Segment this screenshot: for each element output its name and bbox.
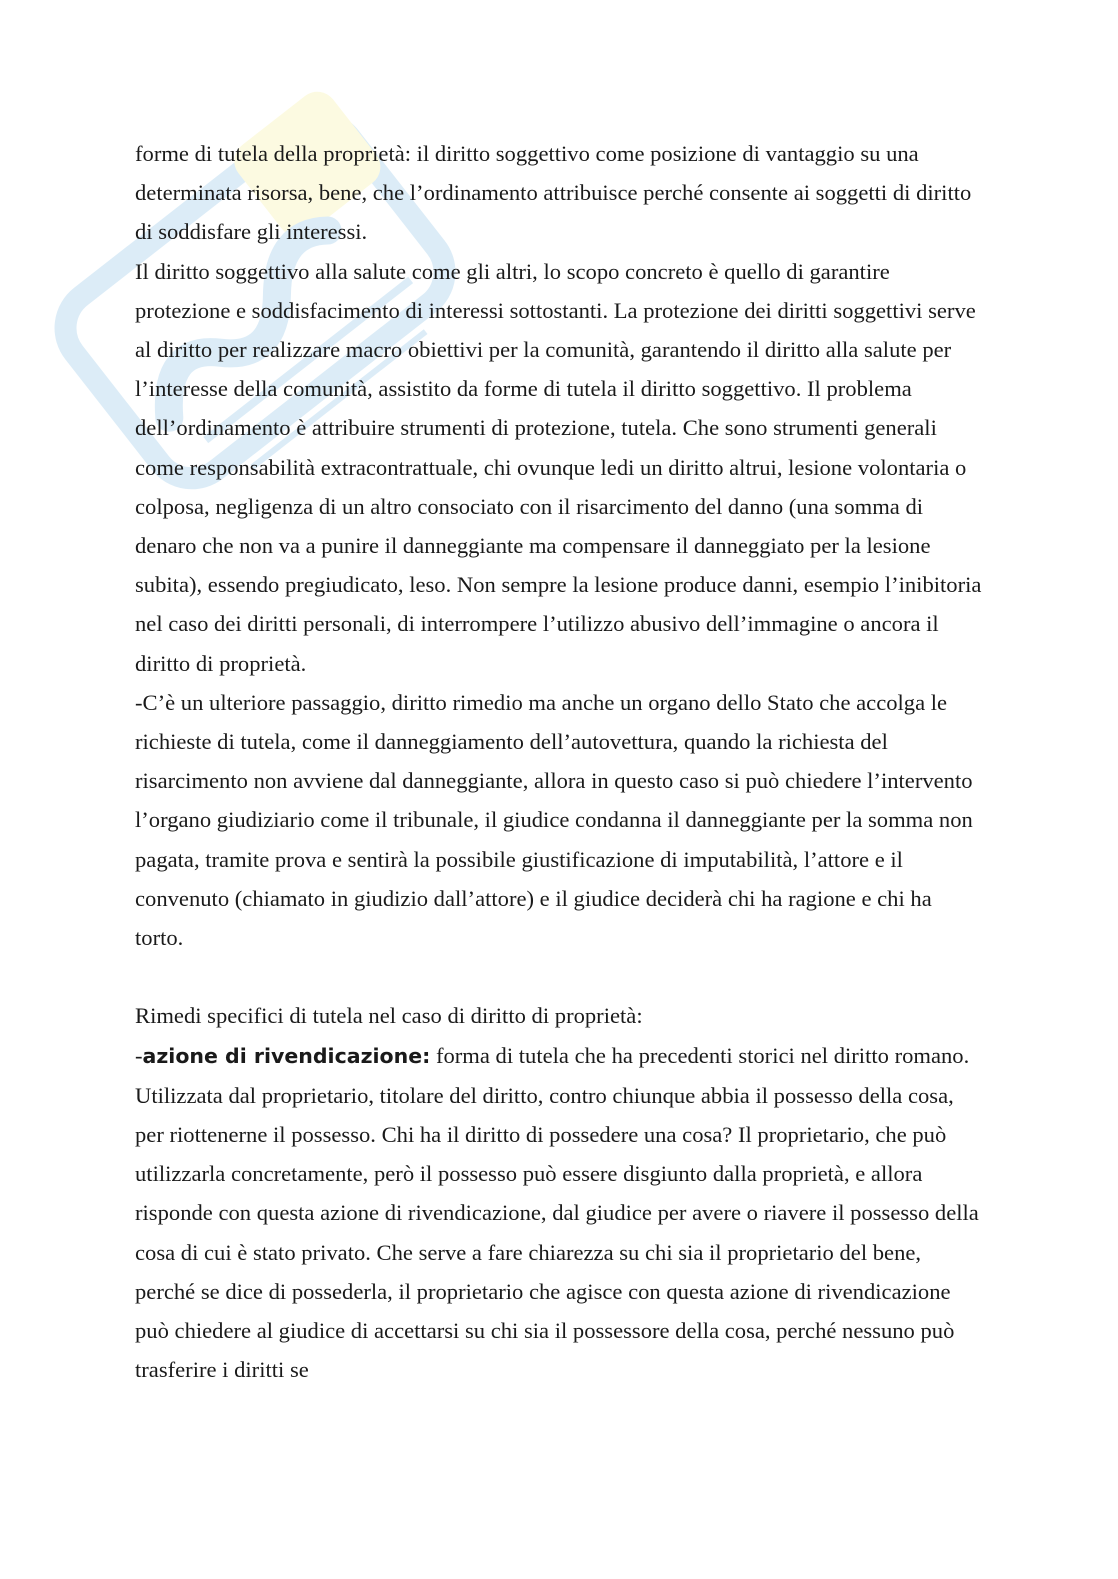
document-body bbox=[135, 134, 985, 1389]
paragraph-gap bbox=[135, 957, 985, 996]
paragraph-ulteriore-passaggio: -C’è un ulteriore passaggio, diritto rimedio ma anche un organo dello Stato che accolga le richieste di tutela, come il danneggiamento dell’autovettura, quando la richiesta del risarcimento non avviene dal danneggiante, allora in questo caso si può chiedere l’intervento l’organo giudiziario come il tribunale, il giudice condanna il danneggiante per la somma non pagata, tramite prova e sentirà la possibile giustificazione di imputabilità, l’attore e il convenuto (chiamato in giudizio dall’attore) e il giudice deciderà chi ha ragione e chi ha torto. bbox=[135, 689, 973, 951]
paragraph-rimedi-specifici: Rimedi specifici di tutela nel caso di diritto di proprietà: bbox=[135, 1003, 643, 1029]
rivendicazione-prefix: - bbox=[135, 1042, 143, 1068]
paragraph-diritto-soggettivo-salute: Il diritto soggettivo alla salute come gli altri, lo scopo concreto è quello di garantire protezione e soddisfacimento di interessi sottostanti. La protezione dei diritti soggettivi serve al diritto per realizzare macro obiettivi per la comunità, garantendo il diritto alla salute per l’interesse della comunità, assistito da forme di tutela il diritto soggettivo. Il problema dell’ordinamento è attribuire strumenti di protezione, tutela. Che sono strumenti generali come responsabilità extracontrattuale, chi ovunque ledi un diritto altrui, lesione volontaria o colposa, negligenza di un altro consociato con il risarcimento del danno (una somma di denaro che non va a punire il danneggiante ma compensare il danneggiato per la lesione subita), essendo pregiudicato, leso. Non sempre la lesione produce danni, esempio l’inibitoria nel caso dei diritti personali, di interrompere l’utilizzo abusivo dell’immagine o ancora il diritto di proprietà. bbox=[135, 258, 982, 676]
rivendicazione-text: forma di tutela che ha precedenti storici nel diritto romano. Utilizzata dal proprietario, titolare del diritto, contro chiunque abbia il possesso della cosa, per riottenerne il possesso. Chi ha il diritto di possedere una cosa? Il proprietario, che può utilizzarla concretamente, però il possesso può essere disgiunto dalla proprietà, e allora risponde con questa azione di rivendicazione, dal giudice per avere o riavere il possesso della cosa di cui è stato privato. Che serve a fare chiarezza su chi sia il proprietario del bene, perché se dice di possederla, il proprietario che agisce con questa azione di rivendicazione può chiedere al giudice di accettarsi su chi sia il possessore della cosa, perché nessuno può trasferire i diritti se bbox=[135, 1042, 979, 1383]
rivendicazione-term: azione di rivendicazione: bbox=[142, 1043, 431, 1068]
paragraph-azione-di-rivendicazione bbox=[135, 1036, 985, 1390]
paragraph-forme-di-tutela: forme di tutela della proprietà: il diritto soggettivo come posizione di vantaggio su una determinata risorsa, bene, che l’ordinamento attribuisce perché consente ai soggetti di diritto di soddisfare gli interessi. bbox=[135, 141, 972, 245]
